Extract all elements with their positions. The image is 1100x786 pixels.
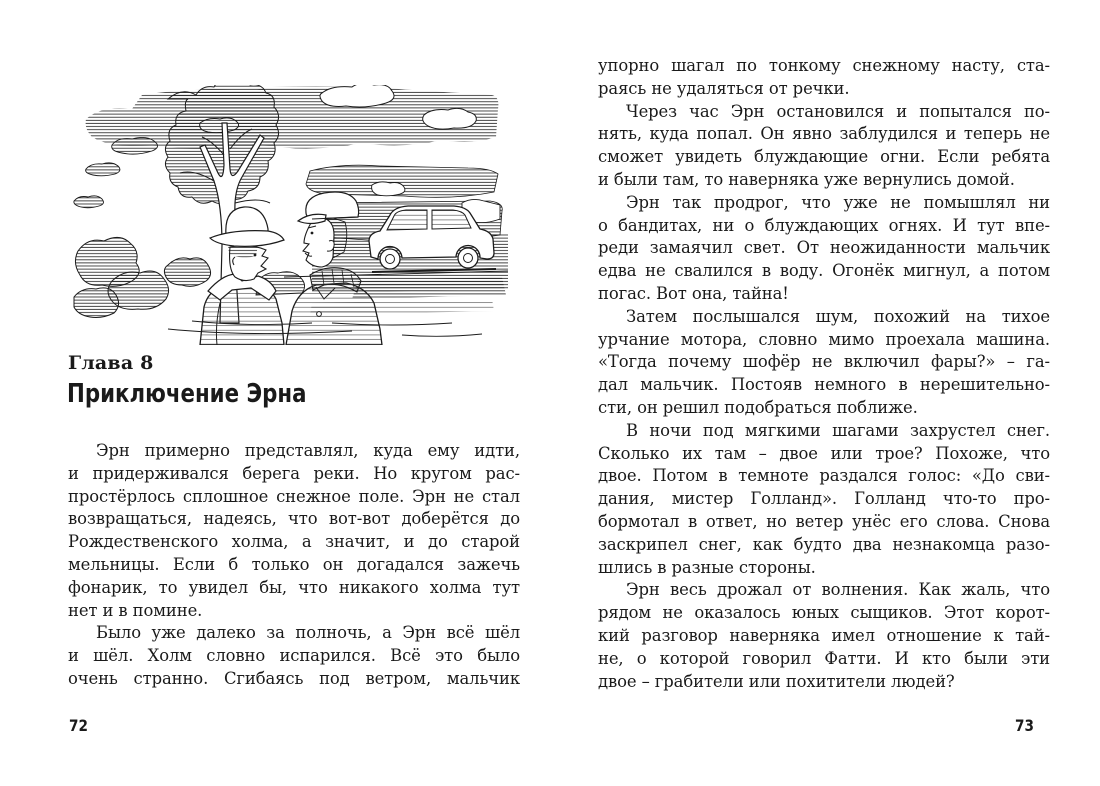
- text-line: и придерживался берега реки. Но кругом рас-: [68, 463, 520, 483]
- text-line: Эрн так продрог, что уже не помышлял ни: [626, 192, 1050, 212]
- text-line: шлись в разные стороны.: [598, 557, 816, 577]
- text-line: бормотал в ответ, но ветер унёс его слова. Снова: [598, 511, 1050, 531]
- text-line: рядом не оказалось юных сыщиков. Этот корот-: [598, 603, 1050, 623]
- text-line: урчание мотора, словно мимо проехала машина.: [598, 329, 1050, 349]
- chapter-title: Приключение Эрна: [67, 379, 307, 409]
- text-line: упорно шагал по тонкому снежному насту, ста-: [598, 56, 1050, 75]
- sky-clouds: [74, 85, 508, 293]
- text-line: фонарик, то увидел бы, что никакого холма тут: [68, 577, 520, 597]
- text-line: о бандитах, ни о блуждающих огнях. И тут впе-: [598, 215, 1050, 235]
- text-line: Рождественского холма, а значит, и до старой: [68, 532, 520, 552]
- chapter-illustration: [72, 85, 508, 345]
- right-page-text: [598, 55, 1050, 693]
- text-line: едва не свалился в воду. Огонёк мигнул, а потом: [598, 261, 1050, 281]
- text-line: В ночи под мягкими шагами захрустел снег.: [626, 420, 1050, 440]
- text-line: и были там, то наверняка уже вернулись домой.: [598, 169, 1015, 189]
- text-line: возвращаться, надеясь, что вот-вот доберётся до: [68, 509, 520, 529]
- text-line: дал мальчик. Постояв немного в нерешительно-: [598, 375, 1050, 395]
- text-line: не, о которой говорил Фатти. И кто были эти: [598, 648, 1050, 668]
- left-page-text: [68, 440, 520, 691]
- text-line: двое. Потом в темноте раздался голос: «До сви-: [598, 466, 1050, 486]
- page-number-left: 72: [69, 716, 88, 735]
- chapter-label: Глава 8: [68, 352, 154, 374]
- text-line: Сколько их там – двое или трое? Похоже, что: [598, 443, 1050, 463]
- text-line: простёрлось сплошное снежное поле. Эрн не стал: [68, 486, 520, 506]
- text-line: Затем послышался шум, похожий на тихое: [626, 306, 1050, 326]
- text-line: Эрн весь дрожал от волнения. Как жаль, что: [626, 580, 1050, 600]
- text-line: Через час Эрн остановился и попытался по-: [626, 101, 1050, 121]
- text-line: сти, он решил подобраться поближе.: [598, 397, 918, 417]
- text-line: нет и в помине.: [68, 600, 203, 620]
- text-line: сможет увидеть блуждающие огни. Если ребята: [598, 147, 1050, 167]
- text-line: и шёл. Холм словно испарился. Всё это было: [68, 646, 520, 666]
- text-line: Эрн примерно представлял, куда ему идти,: [96, 441, 520, 460]
- illustration-drawing: [72, 85, 508, 345]
- text-line: дания, мистер Голланд». Голланд что-то про-: [598, 489, 1050, 509]
- text-line: «Тогда почему шофёр не включил фары?» – га-: [598, 352, 1050, 372]
- text-line: погас. Вот она, тайна!: [598, 283, 789, 303]
- text-line: раясь не удаляться от речки.: [598, 78, 850, 98]
- page-number-right: 73: [1015, 716, 1034, 735]
- text-line: двое – грабители или похитители людей?: [598, 671, 955, 691]
- text-line: нять, куда попал. Он явно заблудился и теперь не: [598, 124, 1050, 144]
- text-line: заскрипел снег, как будто два незнакомца разо-: [598, 534, 1050, 554]
- text-line: мельницы. Если б только он догадался зажечь: [68, 554, 520, 574]
- text-line: кий разговор наверняка имел отношение к тай-: [598, 625, 1050, 645]
- text-line: Было уже далеко за полночь, а Эрн всё шёл: [96, 623, 520, 643]
- text-line: реди замаячил свет. От неожиданности мальчик: [598, 238, 1050, 258]
- text-line: очень странно. Сгибаясь под ветром, мальчик: [68, 668, 520, 688]
